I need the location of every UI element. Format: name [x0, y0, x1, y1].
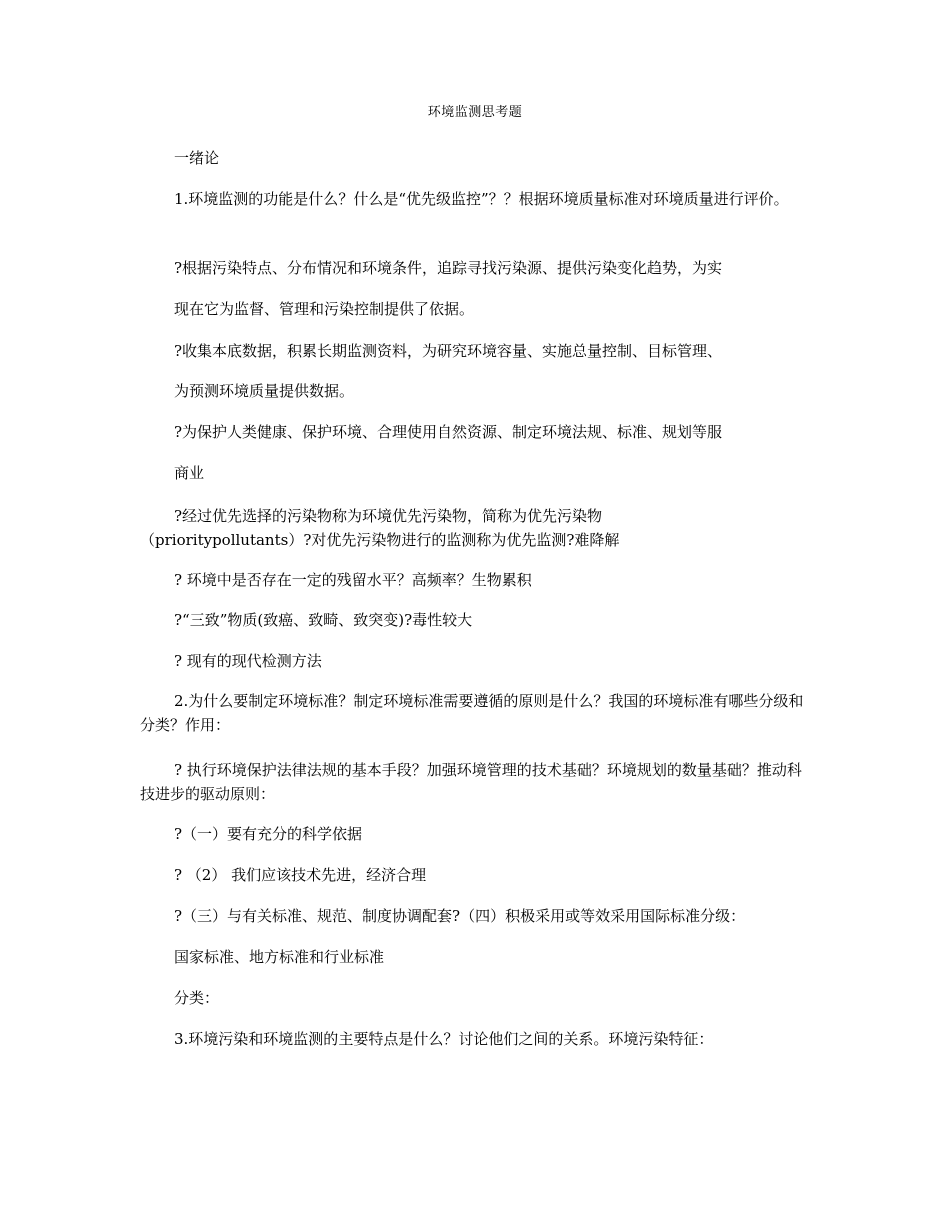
section-heading: 一绪论: [174, 149, 220, 167]
page-title: 环境监测思考题: [427, 105, 523, 120]
paragraph: ? （2） 我们应该技术先进，经济合理: [174, 866, 427, 884]
paragraph: ?收集本底数据，积累长期监测资料，为研究环境容量、实施总量控制、目标管理、: [174, 342, 723, 360]
paragraph: 国家标准、地方标准和行业标准: [174, 948, 385, 966]
paragraph: 3.环境污染和环境监测的主要特点是什么？讨论他们之间的关系。环境污染特征：: [174, 1030, 714, 1048]
paragraph: ?为保护人类健康、保护环境、合理使用自然资源、制定环境法规、标准、规划等服: [174, 423, 723, 441]
paragraph: 商业: [174, 464, 205, 482]
paragraph: ? 执行环境保护法律法规的基本手段？加强环境管理的技术基础？环境规划的数量基础？推动科技进步的驱动原则：: [140, 761, 802, 803]
paragraph: 现在它为监督、管理和污染控制提供了依据。: [174, 300, 475, 318]
paragraph: 2.为什么要制定环境标准？制定环境标准需要遵循的原则是什么？我国的环境标准有哪些分级和分类？作用：: [140, 692, 804, 734]
paragraph: ?根据污染特点、分布情况和环境条件，追踪寻找污染源、提供污染变化趋势，为实: [174, 259, 723, 277]
paragraph: ? 现有的现代检测方法: [174, 652, 322, 670]
paragraph: ? 环境中是否存在一定的残留水平？高频率？生物累积: [174, 571, 532, 589]
paragraph: 1.环境监测的功能是什么？什么是“优先级监控”？？根据环境质量标准对环境质量进行评价。: [174, 190, 789, 208]
paragraph: 为预测环境质量提供数据。: [174, 382, 355, 400]
paragraph: ?“三致”物质(致癌、致畸、致突变)?毒性较大: [174, 611, 473, 629]
paragraph: ?经过优先选择的污染物称为环境优先污染物，简称为优先污染物（prioritypollutants）?对优先污染物进行的监测称为优先监测?难降解: [140, 507, 620, 549]
paragraph: ?（三）与有关标准、规范、制度协调配套?（四）积极采用或等效采用国际标准分级：: [174, 907, 746, 925]
paragraph: ?（一）要有充分的科学依据: [174, 825, 363, 843]
paragraph: 分类：: [174, 989, 220, 1007]
